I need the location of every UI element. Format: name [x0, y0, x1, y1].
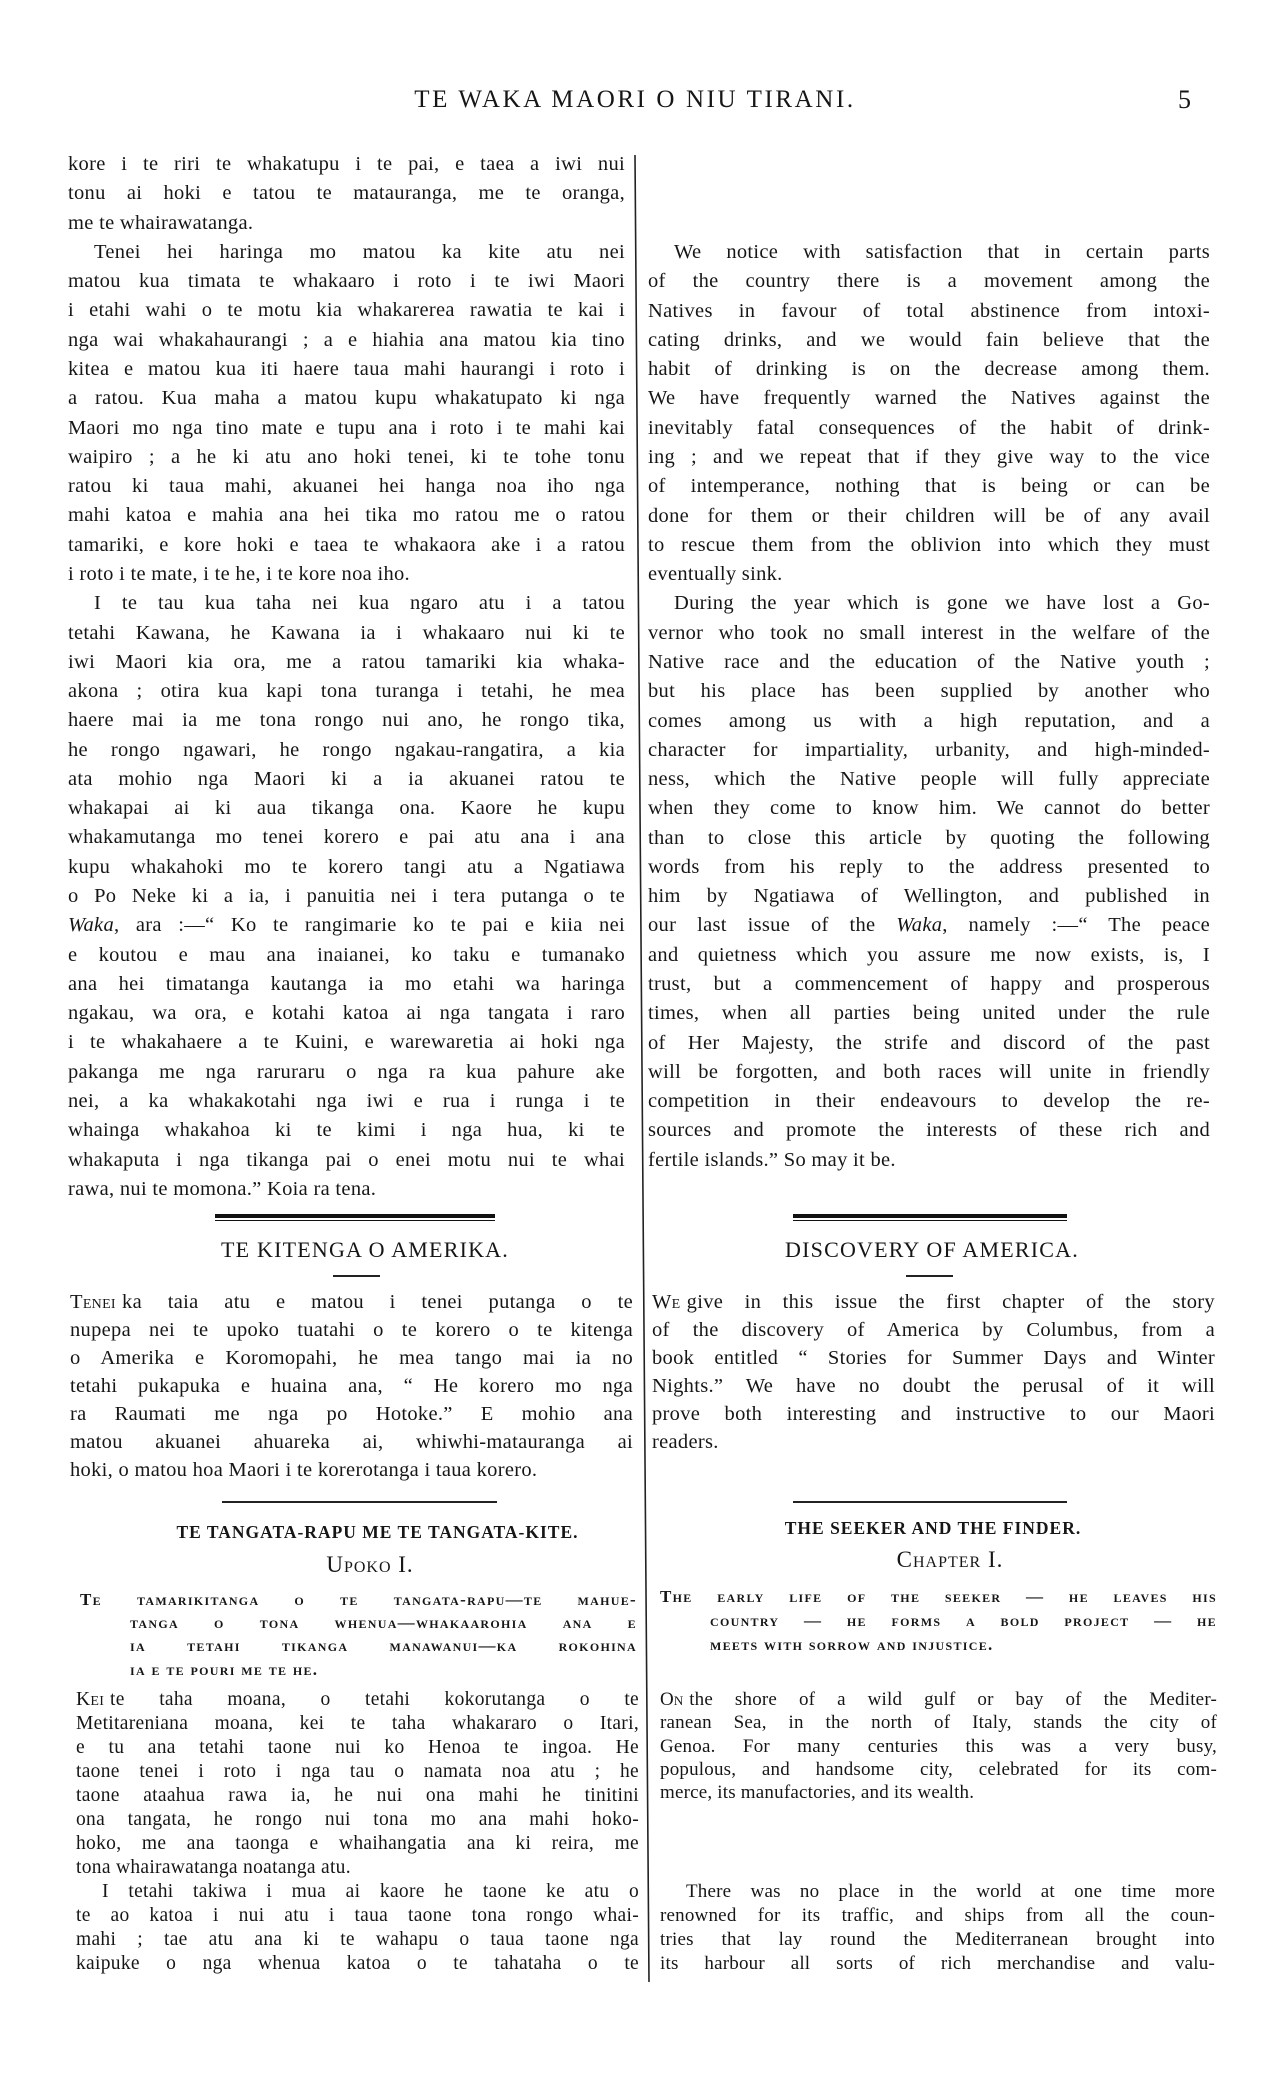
text-line	[76, 1952, 639, 1976]
text-segment: taone ataahua rawa ia, he nui ona mahi he tinitini	[76, 1785, 639, 1806]
text-segment: taone tenei i roto i nga tau o namata noa atu ; he	[76, 1761, 639, 1782]
text-line	[68, 765, 625, 794]
text-line	[76, 1760, 639, 1784]
text-line	[68, 238, 625, 267]
text-segment: ngakau, wa ora, e kotahi katoa ai nga tangata i raro	[68, 1002, 625, 1025]
text-segment: me te whairawatanga.	[68, 211, 254, 234]
text-segment: kore i te riri te whakatupu i te pai, e taea a iwi nui	[68, 153, 625, 175]
text-line	[68, 1116, 625, 1145]
text-line	[660, 1585, 1217, 1609]
text-segment: hoko, me ana taonga e whaihangatia ana ki reira, me	[76, 1833, 639, 1854]
text-segment: give in this issue the first chapter of the story	[686, 1291, 1215, 1313]
text-line	[68, 853, 625, 882]
text-line	[660, 1758, 1217, 1781]
text-line	[648, 1146, 1210, 1175]
paragraph	[68, 238, 625, 589]
text-line	[660, 1952, 1215, 1976]
text-line	[68, 384, 625, 413]
text-line	[660, 1880, 1215, 1904]
text-segment: readers.	[652, 1431, 719, 1453]
text-segment: he rongo ngawari, he rongo ngakau-rangatira, a kia	[68, 738, 625, 761]
text-segment: eventually sink.	[648, 563, 783, 586]
text-line	[660, 1735, 1217, 1758]
text-segment: inevitably fatal consequences of the habit of drink-	[648, 416, 1210, 439]
text-segment: but his place has been supplied by another who	[648, 680, 1210, 703]
text-line	[76, 1832, 639, 1856]
text-segment: meets with sorrow and injustice.	[710, 1635, 994, 1654]
text-segment: The early life of the seeker — he leaves his	[660, 1587, 1217, 1606]
text-segment: , ara :—“ Ko te rangimarie ko te pai e kiia nei	[114, 914, 625, 937]
text-segment: country — he forms a bold project — he	[710, 1611, 1217, 1630]
text-segment: Natives in favour of total abstinence from intoxi-	[648, 299, 1210, 322]
text-segment: akona ; otira kua kapi tona turanga i tetahi, he mea	[68, 680, 625, 703]
text-line	[648, 297, 1210, 326]
text-line	[80, 1658, 637, 1681]
story-body-english-continued	[660, 1880, 1215, 1976]
text-segment: ia tetahi tikanga manawanui—ka rokohina	[130, 1636, 637, 1656]
text-segment: Tenei hei haringa mo matou ka kite atu nei	[94, 240, 625, 263]
text-line	[652, 1372, 1215, 1400]
text-segment: ata mohio nga Maori ki a ia akuanei ratou te	[68, 767, 625, 790]
text-line	[648, 531, 1210, 560]
text-segment: when they come to know him. We cannot do better	[648, 797, 1210, 820]
text-segment: i etahi wahi o te motu kia whakarerea rawatia te kai i	[68, 299, 625, 322]
text-segment: ing ; and we repeat that if they give way to the vice	[648, 445, 1210, 468]
text-segment: kupu whakahoki mo te korero tangi atu a Ngatiawa	[68, 855, 625, 878]
text-segment: te taha moana, o tetahi kokorutanga o te	[110, 1689, 639, 1710]
heading-short-rule	[906, 1275, 953, 1277]
text-line	[68, 736, 625, 765]
text-line	[648, 355, 1210, 384]
text-segment: words from his reply to the address presented to	[648, 855, 1210, 878]
text-line	[648, 384, 1210, 413]
text-line	[652, 1316, 1215, 1344]
text-line	[68, 1146, 625, 1175]
paragraph	[76, 1688, 639, 1880]
text-segment: ranean Sea, in the north of Italy, stands the city of	[660, 1712, 1217, 1734]
heading-discovery-of-america: DISCOVERY OF AMERICA.	[785, 1237, 1079, 1262]
text-line	[648, 326, 1210, 355]
text-line	[68, 472, 625, 501]
text-line	[648, 589, 1210, 618]
text-line	[660, 1688, 1217, 1711]
text-segment: matou kua timata te whakaaro i roto i te iwi Maori	[68, 270, 625, 293]
text-segment: nga wai whakahaurangi ; a e hiahia ana matou kia tino	[68, 328, 625, 351]
text-segment: pakanga me nga raruraru o nga ra kua pahure ake	[68, 1060, 625, 1083]
text-line	[70, 1428, 633, 1456]
text-line	[648, 238, 1210, 267]
lead-word-small-caps: On	[660, 1689, 684, 1710]
text-line	[70, 1400, 633, 1428]
text-segment: prove both interesting and instructive to our Maori	[652, 1403, 1215, 1425]
text-line	[68, 941, 625, 970]
text-line	[648, 1116, 1210, 1145]
text-segment: its harbour all sorts of rich merchandise and valu-	[660, 1953, 1215, 1974]
synopsis	[660, 1585, 1217, 1657]
text-segment: kaipuke o nga whenua katoa o te tahataha o te	[76, 1953, 639, 1974]
text-line	[70, 1372, 633, 1400]
text-segment: waipiro ; a he ki atu ano hoki tenei, ki te tohe tonu	[68, 445, 625, 468]
text-segment: mahi ; tae atu ana ki te wahapu o taua taone nga	[76, 1929, 639, 1950]
text-segment: tetahi Kawana, he Kawana ia i whakaaro nui ki te	[68, 621, 625, 644]
lead-word-small-caps: Kei	[76, 1689, 105, 1710]
text-line	[652, 1428, 1215, 1456]
text-segment: fertile islands.” So may it be.	[648, 1148, 896, 1171]
heading-te-kitenga: TE KITENGA O AMERIKA.	[221, 1237, 509, 1262]
text-segment: nupepa nei te upoko tuatahi o te korero o te kitenga	[70, 1319, 633, 1341]
text-line	[660, 1781, 1217, 1804]
text-line	[652, 1288, 1215, 1316]
text-line	[648, 443, 1210, 472]
text-segment: Genoa. For many centuries this was a very busy,	[660, 1735, 1217, 1757]
text-line	[648, 1029, 1210, 1058]
paragraph	[76, 1880, 639, 1976]
text-segment: mahi katoa e mahia ana hei tika mo ratou me o ratou	[68, 504, 625, 527]
text-segment: Metitareniana moana, kei te taha whakararo o Itari,	[76, 1713, 639, 1734]
text-segment: o Po Neke ki a ia, i panuitia nei i tera putanga o te	[68, 885, 625, 908]
section-double-rule	[793, 1214, 1067, 1222]
paragraph	[68, 589, 625, 1204]
text-line	[68, 531, 625, 560]
text-line	[76, 1736, 639, 1760]
text-segment: i te whakahaere a te Kuini, e warewaretia ai hoki nga	[68, 1031, 625, 1054]
text-line	[652, 1400, 1215, 1428]
text-segment: haere mai ia me tona rongo nui ano, he rongo tika,	[68, 709, 625, 732]
text-line	[68, 501, 625, 530]
paragraph	[70, 1288, 633, 1484]
text-segment: the shore of a wild gulf or bay of the Mediter-	[689, 1689, 1217, 1710]
text-line	[76, 1928, 639, 1952]
text-line	[648, 824, 1210, 853]
text-segment: tanga o tona whenua—whakaarohia ana e	[130, 1613, 637, 1633]
text-line	[70, 1344, 633, 1372]
text-line	[76, 1856, 639, 1880]
text-segment: nei, a ka whakakotahi nga iwi e rua i runga i te	[68, 1090, 625, 1112]
text-segment: Native race and the education of the Native youth ;	[648, 650, 1210, 673]
text-segment: than to close this article by quoting the following	[648, 826, 1210, 849]
text-segment: We notice with satisfaction that in certain parts	[674, 241, 1210, 263]
text-segment: e tu ana tetahi taone nui ko Henoa te ingoa. He	[76, 1737, 639, 1758]
text-line	[68, 414, 625, 443]
text-segment: During the year which is gone we have lost a Go-	[674, 592, 1210, 615]
text-line	[68, 1175, 625, 1204]
text-segment: to rescue them from the oblivion into which they must	[648, 533, 1210, 556]
text-segment: ness, which the Native people will fully appreciate	[648, 768, 1210, 791]
text-line	[68, 677, 625, 706]
text-segment: i roto i te mate, i te he, i te kore noa iho.	[68, 562, 410, 585]
text-segment: populous, and handsome city, celebrated for its com-	[660, 1758, 1217, 1780]
text-line	[70, 1316, 633, 1344]
section-double-rule	[215, 1214, 495, 1222]
text-segment: will be forgotten, and both races will unite in friendly	[648, 1060, 1210, 1083]
text-segment: whakamutanga mo tenei korero e pai atu ana i ana	[68, 826, 625, 849]
text-segment: iwi Maori kia ora, me a ratou tamariki kia whaka-	[68, 650, 625, 673]
text-segment: tonu ai hoki e tatou te matauranga, me te oranga,	[68, 182, 625, 205]
paragraph	[648, 589, 1210, 1175]
chapter-synopsis-english	[660, 1585, 1217, 1657]
text-line	[68, 648, 625, 677]
lead-word-small-caps: Tenei	[70, 1291, 116, 1313]
text-line	[68, 296, 625, 325]
text-segment: tamariki, e kore hoki e taea te whakaora ake i a ratou	[68, 533, 625, 556]
text-segment: ona tangata, he rongo nui tona mo ana mahi hoko-	[76, 1809, 639, 1830]
story-body-maori	[76, 1688, 639, 1976]
text-line	[648, 911, 1210, 940]
text-line	[652, 1344, 1215, 1372]
text-line	[68, 882, 625, 911]
text-segment: of the discovery of America by Columbus, from a	[652, 1319, 1215, 1341]
text-line	[648, 267, 1210, 296]
text-line	[648, 619, 1210, 648]
text-segment: I tetahi takiwa i mua ai kaore he taone ke atu o	[102, 1881, 639, 1902]
text-line	[648, 1058, 1210, 1087]
text-line	[68, 999, 625, 1028]
paragraph	[660, 1880, 1215, 1976]
section-rule	[793, 1501, 1067, 1503]
text-segment: him by Ngatiawa of Wellington, and published in	[648, 885, 1210, 908]
text-line	[76, 1808, 639, 1832]
text-segment: done for them or their children will be of any avail	[648, 504, 1210, 527]
text-line	[648, 502, 1210, 531]
paragraph	[68, 150, 625, 238]
text-segment: comes among us with a high reputation, and a	[648, 709, 1210, 732]
text-segment: rawa, nui te momona.” Koia ra tena.	[68, 1177, 377, 1200]
text-line	[68, 706, 625, 735]
text-line	[660, 1633, 1217, 1657]
text-line	[68, 823, 625, 852]
left-kitenga-intro	[70, 1288, 633, 1484]
text-line	[648, 560, 1210, 589]
text-segment: tetahi pukapuka e huaina ana, “ He korero mo nga	[70, 1375, 633, 1397]
text-segment: tries that lay round the Mediterranean brought into	[660, 1929, 1215, 1950]
text-line	[68, 970, 625, 999]
text-line	[648, 941, 1210, 970]
italic-title: Waka	[896, 914, 943, 937]
text-segment: habit of drinking is on the decrease among them.	[648, 358, 1210, 381]
text-line	[68, 560, 625, 589]
text-segment: tona whairawatanga noatanga atu.	[76, 1857, 351, 1878]
text-line	[70, 1288, 633, 1316]
text-segment: whainga whakahoa ki te kimi i nga hua, ki te	[68, 1119, 625, 1142]
text-line	[80, 1588, 637, 1611]
section-rule	[222, 1501, 497, 1503]
text-segment: o Amerika e Koromopahi, he mea tango mai ia no	[70, 1347, 633, 1369]
text-line	[648, 853, 1210, 882]
text-segment: our last issue of the	[648, 914, 897, 937]
chapter-label-maori: Upoko I.	[326, 1552, 414, 1577]
text-segment: kitea e matou kua iti haere taua mahi haurangi i roto i	[68, 357, 625, 380]
text-segment: We have frequently warned the Natives against the	[648, 387, 1210, 410]
text-line	[68, 443, 625, 472]
right-editorial-english	[648, 238, 1210, 1175]
text-line	[68, 794, 625, 823]
text-line	[68, 911, 625, 940]
text-segment: character for impartiality, urbanity, and high-minded-	[648, 738, 1210, 761]
text-segment: Te tamarikitanga o te tangata-rapu—te mahue-	[80, 1590, 637, 1609]
story-title-english: THE SEEKER AND THE FINDER.	[784, 1518, 1082, 1538]
text-line	[648, 648, 1210, 677]
text-segment: sources and promote the interests of these rich and	[648, 1119, 1210, 1142]
heading-short-rule	[333, 1275, 380, 1277]
text-segment: matou akuanei ahuareka ai, whiwhi-matauranga ai	[70, 1431, 633, 1453]
text-segment: e koutou e mau ana inaianei, ko taku e tumanako	[68, 943, 625, 966]
text-segment: vernor who took no small interest in the welfare of the	[648, 621, 1210, 644]
text-line	[68, 209, 625, 238]
story-title-maori: TE TANGATA-RAPU ME TE TANGATA-KITE.	[176, 1522, 579, 1542]
text-line	[68, 326, 625, 355]
text-line	[68, 267, 625, 296]
text-segment: renowned for its traffic, and ships from all the coun-	[660, 1905, 1215, 1926]
text-line	[80, 1634, 637, 1657]
text-segment: trust, but a commencement of happy and prosperous	[648, 973, 1210, 996]
text-segment: a ratou. Kua maha a matou kupu whakatupato ki nga	[68, 387, 625, 410]
text-segment: ra Raumati me nga po Hotoke.” E mohio ana	[70, 1403, 633, 1425]
text-line	[660, 1711, 1217, 1734]
text-line	[660, 1609, 1217, 1633]
text-segment: There was no place in the world at one time more	[686, 1881, 1215, 1902]
text-line	[76, 1784, 639, 1808]
text-line	[76, 1904, 639, 1928]
text-line	[648, 970, 1210, 999]
right-discovery-intro	[652, 1288, 1215, 1456]
text-line	[68, 1028, 625, 1057]
text-segment: whakapai ai ki aua tikanga ona. Kaore he kupu	[68, 797, 625, 820]
text-line	[648, 999, 1210, 1028]
text-line	[80, 1611, 637, 1634]
text-line	[648, 677, 1210, 706]
paragraph	[652, 1288, 1215, 1456]
chapter-label-english: Chapter I.	[896, 1547, 1004, 1572]
text-segment: I te tau kua taha nei kua ngaro atu i a tatou	[94, 592, 625, 615]
text-line	[68, 1087, 625, 1116]
text-line	[68, 150, 625, 179]
paragraph	[660, 1688, 1217, 1804]
left-editorial-maori	[68, 150, 625, 1204]
text-segment: cating drinks, and we would fain believe that the	[648, 328, 1210, 351]
text-segment: Maori mo nga tino mate e tupu ana i roto i te mahi kai	[68, 416, 625, 439]
text-segment: and quietness which you assure me now exists, is, I	[648, 943, 1210, 966]
text-segment: merce, its manufactories, and its wealth.	[660, 1782, 975, 1804]
text-segment: hoki, o matou hoa Maori i te korerotanga i taua korero.	[70, 1459, 538, 1481]
text-segment: of intemperance, nothing that is being or can be	[648, 475, 1210, 498]
text-segment: ia e te pouri me te he.	[130, 1659, 319, 1679]
text-line	[76, 1712, 639, 1736]
text-line	[68, 355, 625, 384]
text-segment: of Her Majesty, the strife and discord of the past	[648, 1031, 1210, 1054]
text-line	[648, 882, 1210, 911]
text-line	[68, 1058, 625, 1087]
text-line	[660, 1904, 1215, 1928]
text-segment: book entitled “ Stories for Summer Days and Winter	[652, 1347, 1215, 1369]
text-segment: whakaputa i nga tikanga pai o enei motu nui te whai	[68, 1148, 625, 1171]
text-line	[76, 1688, 639, 1712]
text-line	[648, 736, 1210, 765]
text-line	[648, 414, 1210, 443]
chapter-synopsis-maori	[80, 1588, 637, 1681]
text-line	[660, 1928, 1215, 1952]
text-segment: , namely :—“ The peace	[942, 914, 1210, 937]
text-line	[68, 589, 625, 618]
lead-word-small-caps: We	[652, 1291, 681, 1313]
text-segment: te ao katoa i nui atu i taua taone tona rongo whai-	[76, 1905, 639, 1926]
text-line	[648, 472, 1210, 501]
text-segment: competition in their endeavours to develop the re-	[648, 1090, 1210, 1113]
text-segment: times, when all parties being united under the rule	[648, 1002, 1210, 1025]
story-body-english	[660, 1688, 1217, 1804]
text-segment: ana hei timatanga kautanga ia mo etahi wa haringa	[68, 972, 625, 995]
paragraph	[648, 238, 1210, 589]
text-line	[76, 1880, 639, 1904]
text-line	[648, 765, 1210, 794]
text-segment: ka taia atu e matou i tenei putanga o te	[122, 1291, 633, 1313]
synopsis	[80, 1588, 637, 1681]
page-number: 5	[1178, 85, 1191, 114]
text-line	[68, 619, 625, 648]
italic-title: Waka	[68, 914, 114, 937]
running-header-title: TE WAKA MAORI O NIU TIRANI.	[414, 86, 856, 113]
text-line	[70, 1456, 633, 1484]
text-segment: ratou ki taua mahi, akuanei hei hanga noa iho nga	[68, 475, 625, 498]
text-segment: Nights.” We have no doubt the perusal of it will	[652, 1375, 1215, 1397]
text-line	[648, 1087, 1210, 1116]
text-segment: of the country there is a movement among the	[648, 270, 1210, 293]
text-line	[648, 794, 1210, 823]
text-line	[648, 707, 1210, 736]
text-line	[68, 179, 625, 208]
